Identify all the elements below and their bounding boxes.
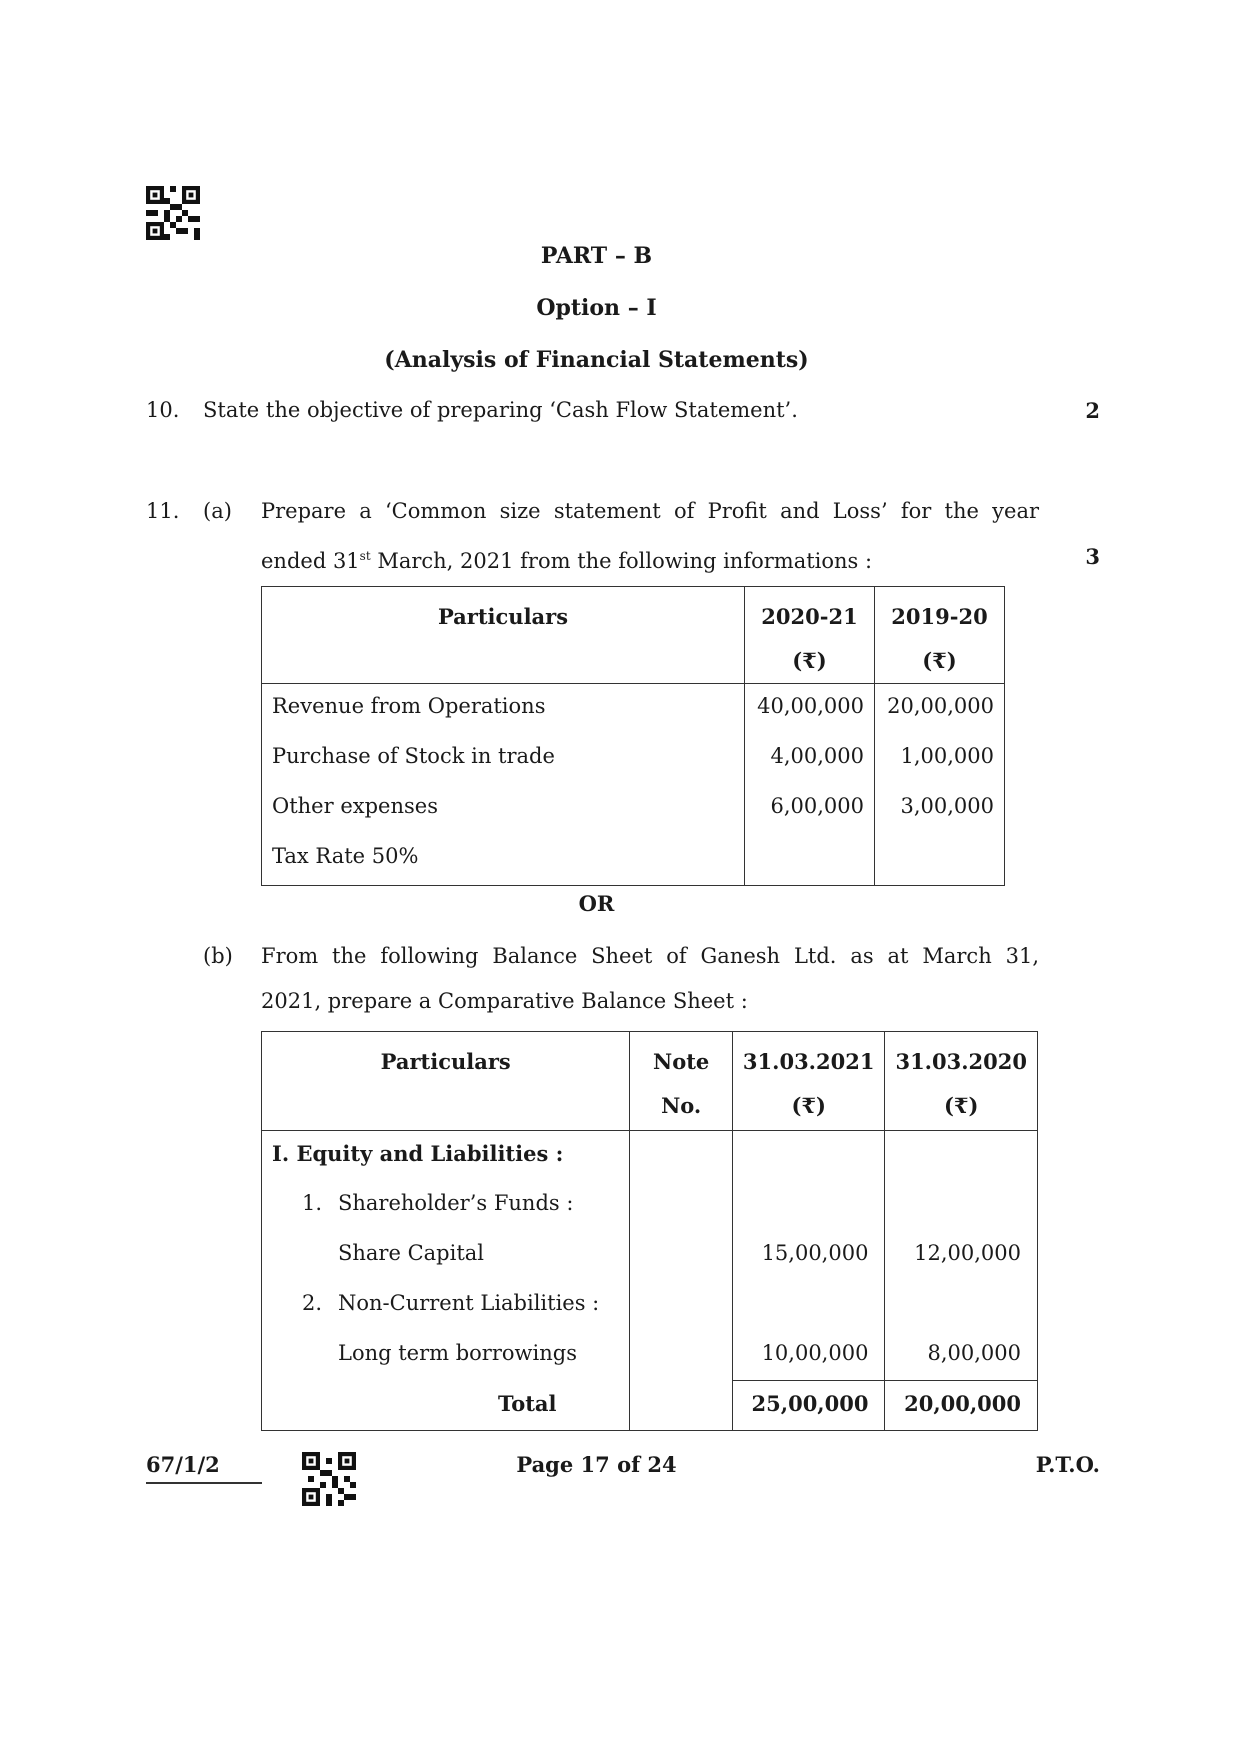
currency-unit: (₹) (792, 648, 827, 673)
question-text-line (261, 934, 1039, 978)
table-header-row (262, 1032, 1038, 1131)
table-row (262, 734, 1005, 784)
amount-cell: 8,00,000 (885, 1331, 1038, 1381)
amount-cell: 3,00,000 (874, 784, 1004, 834)
particular-cell: Purchase of Stock in trade (262, 734, 745, 784)
particular-cell (262, 1181, 630, 1231)
currency-unit: (₹) (943, 1093, 979, 1118)
table-row (262, 1131, 1038, 1181)
amount-cell: 20,00,000 (874, 684, 1004, 734)
question-text: From the following Balance Sheet of Ganesh Ltd. as at March 31, (261, 944, 1039, 968)
amount-cell: 1,00,000 (874, 734, 1004, 784)
column-header-label: Particulars (380, 1049, 511, 1074)
question-text: Prepare a ‘Common size statement of Profit and Loss’ for the year (261, 499, 1039, 523)
table-row (262, 784, 1005, 834)
particular-cell: Other expenses (262, 784, 745, 834)
balance-sheet-table (261, 1031, 1038, 1431)
amount-cell: 12,00,000 (885, 1231, 1038, 1281)
question-text: March, 2021 from the following informations : (370, 549, 873, 573)
total-amount-cell: 20,00,000 (885, 1381, 1038, 1431)
column-header (630, 1032, 733, 1131)
footer-underline (146, 1482, 262, 1484)
column-header-label: 2020-21 (761, 604, 858, 629)
page-number: Page 17 of 24 (516, 1452, 677, 1477)
section-heading: (Analysis of Financial Statements) (384, 347, 809, 373)
column-header (262, 587, 745, 684)
superscript: st (359, 549, 371, 563)
total-amount-cell: 25,00,000 (732, 1381, 885, 1431)
particular-cell: Long term borrowings (262, 1331, 630, 1381)
currency-unit: (₹) (791, 1093, 826, 1118)
amount-cell (874, 834, 1004, 886)
table-row (262, 1331, 1038, 1381)
amount-cell: 6,00,000 (745, 784, 875, 834)
column-header-label: 2019-20 (891, 604, 988, 629)
question-text: ended 31 (261, 549, 360, 573)
particular-cell (262, 1281, 630, 1331)
table-row (262, 1231, 1038, 1281)
amount-cell: 4,00,000 (745, 734, 875, 784)
item-label: Shareholder’s Funds : (338, 1190, 574, 1215)
total-label: Total (262, 1381, 630, 1431)
question-text-line (261, 489, 1039, 533)
column-header-label: Note (653, 1049, 710, 1074)
question-number: 10. (146, 398, 180, 422)
amount-cell (745, 834, 875, 886)
question-number: 11. (146, 499, 180, 523)
column-header-label: 31.03.2020 (895, 1049, 1027, 1074)
paper-code: 67/1/2 (146, 1452, 220, 1477)
question-text-line (261, 534, 872, 583)
particular-cell: Share Capital (262, 1231, 630, 1281)
column-header-label: 31.03.2021 (742, 1049, 875, 1074)
currency-unit: (₹) (922, 648, 957, 673)
column-header-label: No. (661, 1093, 702, 1118)
section-heading-cell: I. Equity and Liabilities : (262, 1131, 630, 1181)
pto-label: P.T.O. (1035, 1452, 1100, 1477)
subquestion-label: (a) (203, 499, 232, 523)
table-header-row (262, 587, 1005, 684)
item-number: 2. (302, 1290, 323, 1315)
or-divider: OR (578, 891, 615, 916)
item-number: 1. (302, 1190, 323, 1215)
question-marks: 3 (1085, 544, 1100, 569)
table-row (262, 684, 1005, 734)
column-header-label: Particulars (437, 604, 569, 629)
question-text: State the objective of preparing ‘Cash Flow Statement’. (203, 398, 798, 422)
amount-cell: 10,00,000 (732, 1331, 885, 1381)
total-row (262, 1381, 1038, 1431)
column-header (262, 1032, 630, 1131)
question-text: 2021, prepare a Comparative Balance Sheet : (261, 989, 748, 1013)
amount-cell: 40,00,000 (745, 684, 875, 734)
item-label: Non-Current Liabilities : (338, 1290, 600, 1315)
qr-code-icon (146, 186, 200, 240)
table-row (262, 1281, 1038, 1331)
column-header (732, 1032, 885, 1131)
subquestion-label: (b) (203, 944, 233, 968)
column-header (885, 1032, 1038, 1131)
column-header (745, 587, 875, 684)
amount-cell: 15,00,000 (732, 1231, 885, 1281)
profit-loss-table (261, 586, 1005, 886)
question-marks: 2 (1085, 398, 1100, 423)
particular-cell: Tax Rate 50% (262, 834, 745, 886)
table-row (262, 834, 1005, 886)
table-row (262, 1181, 1038, 1231)
part-heading: PART – B (540, 243, 653, 269)
option-heading: Option – I (536, 295, 657, 321)
column-header (874, 587, 1004, 684)
particular-cell: Revenue from Operations (262, 684, 745, 734)
